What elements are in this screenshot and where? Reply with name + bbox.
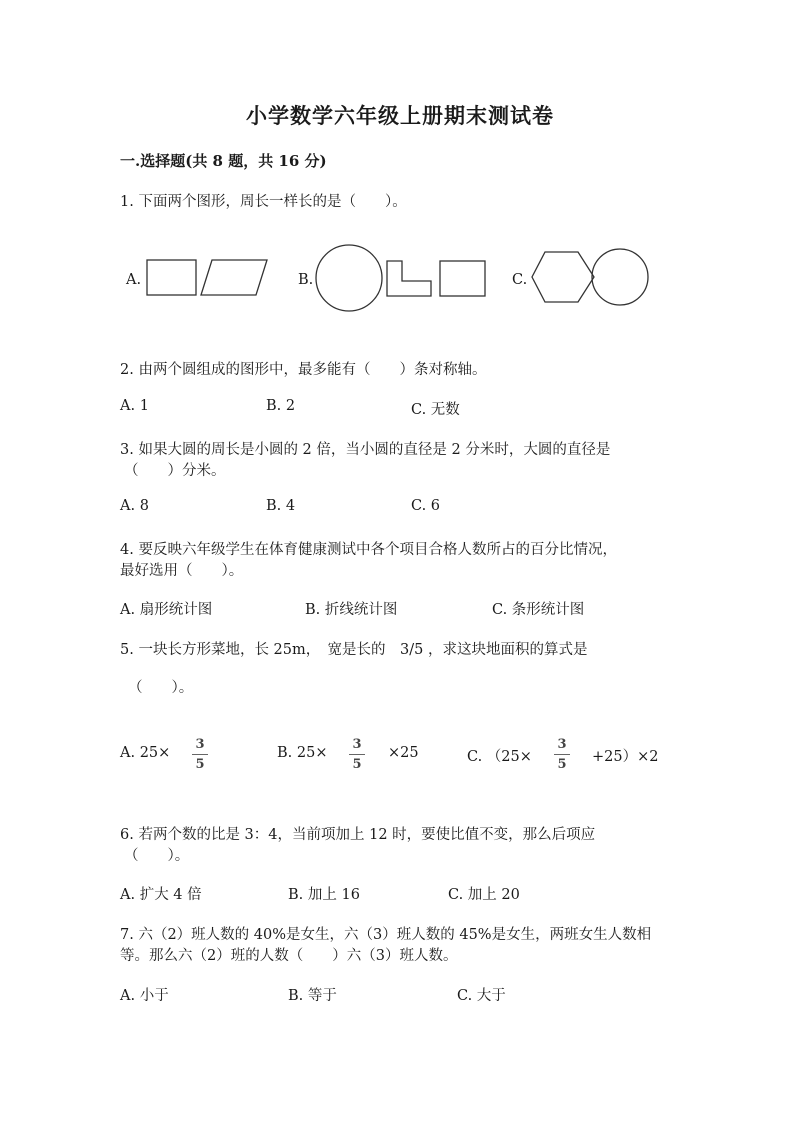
q5-option-c-prefix: C. （25×: [467, 749, 532, 765]
question-2-text: 2. 由两个圆组成的图形中，最多能有（ ）条对称轴。: [120, 362, 487, 378]
q2-option-a: A. 1: [120, 398, 149, 414]
q4-option-a: A. 扇形统计图: [120, 602, 213, 618]
fraction-bar: [192, 754, 208, 755]
q2-option-b: B. 2: [266, 398, 296, 414]
q1b-square: [440, 261, 485, 296]
q5-option-b-fraction: [349, 737, 365, 772]
question-3-line-1: 3. 如果大圆的周长是小圆的 2 倍，当小圆的直径是 2 分米时，大圆的直径是: [120, 442, 611, 458]
section-heading: 一.选择题(共 8 题，共 16 分): [120, 152, 327, 170]
fraction-numerator: 3: [195, 737, 205, 752]
q6-option-b: B. 加上 16: [288, 887, 360, 903]
question-5-line-2: （ ）。: [128, 680, 194, 696]
q1c-circle: [592, 249, 648, 305]
question-4-line-2: 最好选用（ ）。: [120, 563, 244, 579]
q7-option-a: A. 小于: [120, 988, 169, 1004]
fraction-numerator: 3: [557, 737, 567, 752]
question-1-text: 1. 下面两个图形，周长一样长的是（ ）。: [120, 194, 407, 210]
q5-option-a-prefix: A. 25×: [120, 745, 171, 761]
question-7-line-1: 7. 六（2）班人数的 40%是女生，六（3）班人数的 45%是女生，两班女生人数相: [120, 927, 652, 943]
fraction-denominator: 5: [195, 757, 205, 772]
fraction-bar: [554, 754, 570, 755]
fraction-bar: [349, 754, 365, 755]
q1a-parallelogram: [201, 260, 267, 295]
q4-option-c: C. 条形统计图: [492, 602, 585, 618]
q5-option-a-fraction: [192, 737, 208, 772]
q4-option-b: B. 折线统计图: [305, 602, 398, 618]
q5-option-c-suffix: +25）×2: [592, 749, 659, 765]
q1-option-b-label: B.: [298, 272, 314, 288]
question-4-line-1: 4. 要反映六年级学生在体育健康测试中各个项目合格人数所占的百分比情况，: [120, 542, 617, 558]
fraction-denominator: 5: [557, 757, 567, 772]
q7-option-b: B. 等于: [288, 988, 337, 1004]
question-6-line-2: （ ）。: [124, 848, 190, 864]
q1a-rectangle: [147, 260, 196, 295]
question-7-line-2: 等。那么六（2）班的人数（ ）六（3）班人数。: [120, 948, 458, 964]
q3-option-a: A. 8: [120, 498, 149, 514]
fraction-numerator: 3: [352, 737, 362, 752]
question-6-line-1: 6. 若两个数的比是 3：4，当前项加上 12 时，要使比值不变，那么后项应: [120, 827, 596, 843]
q1b-circle: [316, 245, 382, 311]
q5-option-c-fraction: [554, 737, 570, 772]
page-title: 小学数学六年级上册期末测试卷: [246, 103, 554, 128]
question-5-line-1: 5. 一块长方形菜地，长 25m， 宽是长的 3/5 ，求这块地面积的算式是: [120, 642, 588, 658]
q6-option-c: C. 加上 20: [448, 887, 520, 903]
q7-option-c: C. 大于: [457, 988, 506, 1004]
q5-option-b-prefix: B. 25×: [277, 745, 328, 761]
q3-option-c: C. 6: [411, 498, 441, 514]
q1-option-c-label: C.: [512, 272, 528, 288]
q1b-l-shape: [387, 261, 431, 296]
q5-option-b-suffix: ×25: [388, 745, 419, 761]
q1-option-a-label: A.: [126, 272, 142, 288]
q6-option-a: A. 扩大 4 倍: [120, 887, 202, 903]
fraction-denominator: 5: [352, 757, 362, 772]
q3-option-b: B. 4: [266, 498, 296, 514]
question-3-line-2: （ ）分米。: [124, 463, 226, 479]
q1c-hexagon: [532, 252, 594, 302]
q2-option-c: C. 无数: [411, 402, 460, 418]
